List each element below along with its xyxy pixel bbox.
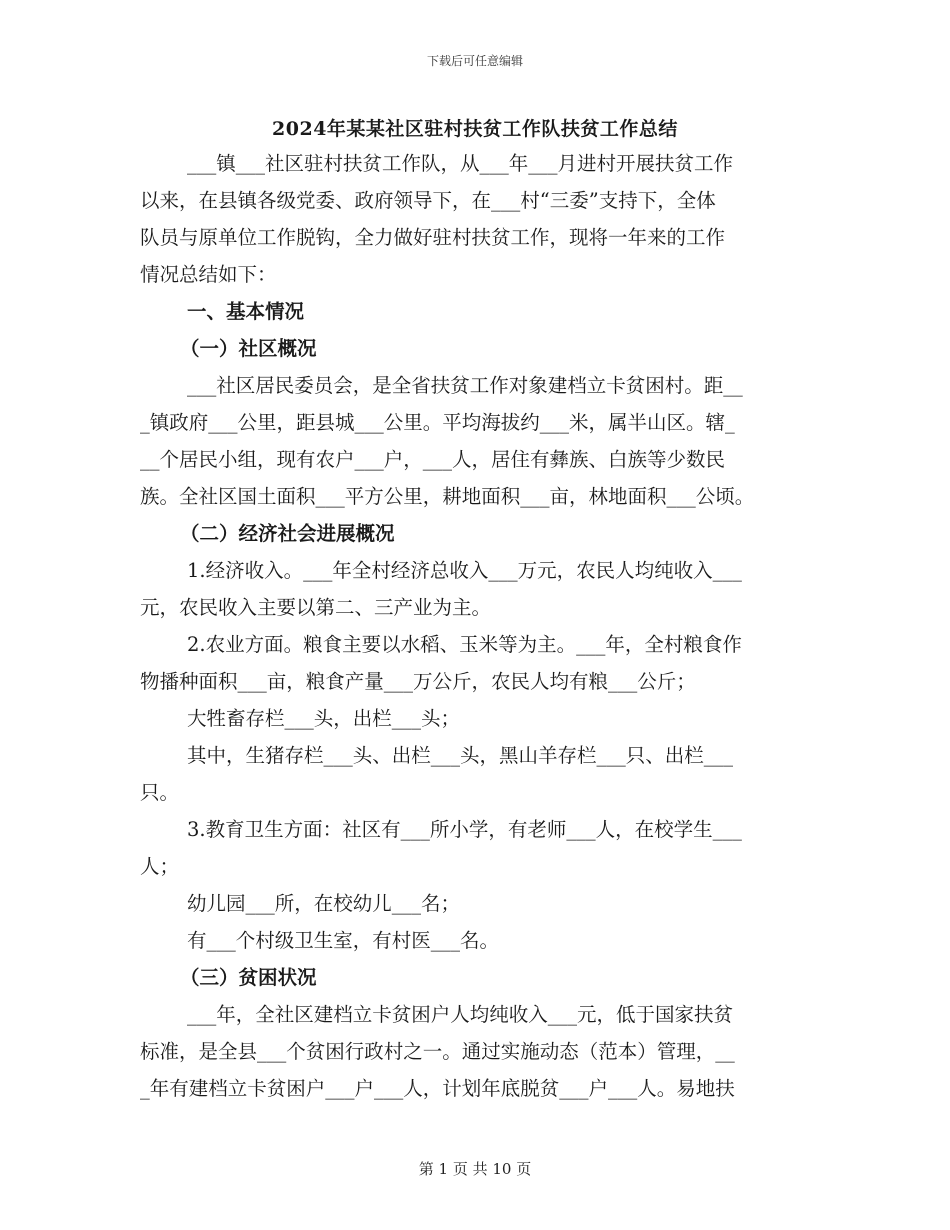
- paragraph-line: _镇政府___公里，距县城___公里。平均海拔约___米，属半山区。辖_: [140, 411, 735, 434]
- paragraph-line: ___社区居民委员会，是全省扶贫工作对象建档立卡贫困村。距__: [187, 374, 743, 397]
- paragraph-line: 1.经济收入。___年全村经济总收入___万元，农民人均纯收入___: [187, 559, 742, 582]
- paragraph-line: 族。全社区国土面积___平方公里，耕地面积___亩，林地面积___公顷。: [140, 485, 755, 508]
- paragraph-line: 幼儿园___所，在校幼儿___名；: [187, 892, 461, 915]
- paragraph-line: _年有建档立卡贫困户___户___人，计划年底脱贫___户___人。易地扶: [140, 1077, 735, 1100]
- paragraph-line: 物播种面积___亩，粮食产量___万公斤，农民人均有粮___公斤；: [140, 670, 696, 693]
- subsection-heading: （一）社区概况: [180, 337, 317, 360]
- section-heading: 一、基本情况: [187, 300, 305, 323]
- paragraph-line: 人；: [140, 855, 180, 878]
- paragraph-line: 有___个村级卫生室，有村医___名。: [187, 929, 500, 952]
- paragraph-line: 以来，在县镇各级党委、政府领导下，在___村“三委”支持下，全体: [140, 189, 716, 212]
- paragraph-line: ___年，全社区建档立卡贫困户人均纯收入___元，低于国家扶贫: [187, 1003, 734, 1026]
- paragraph-line: __个居民小组，现有农户___户，___人，居住有彝族、白族等少数民: [140, 448, 726, 471]
- header-note: 下载后可任意编辑: [426, 54, 523, 68]
- subsection-heading: （二）经济社会进展概况: [180, 522, 395, 545]
- document-title: 2024年某某社区驻村扶贫工作队扶贫工作总结: [272, 118, 678, 140]
- subsection-heading: （三）贫困状况: [180, 966, 317, 989]
- paragraph-line: 标准，是全县___个贫困行政村之一。通过实施动态（范本）管理，__: [140, 1040, 735, 1063]
- paragraph-line: 其中，生猪存栏___头、出栏___头，黑山羊存栏___只、出栏___: [187, 744, 734, 767]
- page-number-footer: 第 1 页 共 10 页: [418, 1160, 532, 1178]
- paragraph-line: 元，农民收入主要以第二、三产业为主。: [140, 596, 492, 619]
- paragraph-line: 只。: [140, 781, 180, 804]
- paragraph-line: 2.农业方面。粮食主要以水稻、玉米等为主。___年，全村粮食作: [187, 633, 742, 656]
- paragraph-line: 情况总结如下：: [140, 263, 277, 286]
- paragraph-line: ___镇___社区驻村扶贫工作队，从___年___月进村开展扶贫工作: [187, 152, 734, 175]
- paragraph-line: 队员与原单位工作脱钩，全力做好驻村扶贫工作，现将一年来的工作: [140, 226, 726, 249]
- paragraph-line: 大牲畜存栏___头，出栏___头；: [187, 707, 461, 730]
- paragraph-line: 3.教育卫生方面：社区有___所小学，有老师___人，在校学生___: [187, 818, 742, 841]
